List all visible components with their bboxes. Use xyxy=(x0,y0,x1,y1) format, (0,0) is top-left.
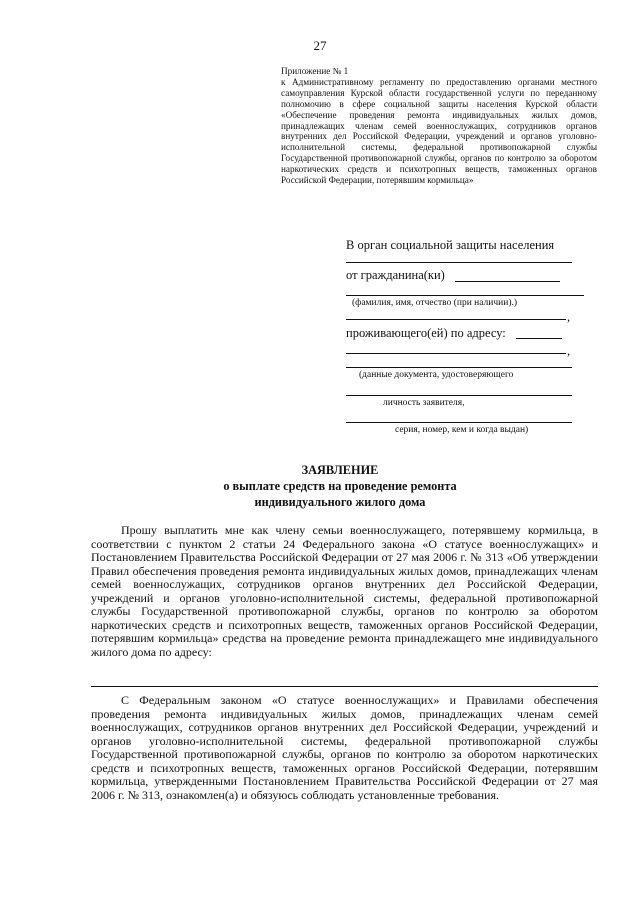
document-hint: личность заявителя, xyxy=(383,398,465,408)
recipient-label: В орган социальной защиты населения xyxy=(346,238,555,252)
heading-subtitle: о выплате средств на проведение ремонта xyxy=(223,479,457,493)
request-text: Прошу выплатить мне как члену семьи военнослужащего, потерявшему кормильца, в соответствии с пунктом 2 статьи 24 Федерального закона «О статусе военнослужащих» и Постановлением Правительства Российской Федерации от 27 мая 2006 г. № 313 «Об утверждении Правил обеспечения проведения ремонта индивидуальных жилых домов, принадлежащих членам семей военнослужащих, сотрудников органов внутренних дел Российской Федерации, учреждений и органов уголовно-исполнительной системы, федеральной противопожарной службы Государственной противопожарной службы, органов по контролю за оборотом наркотических средств и психотропных веществ, таможенных органов Российской Федерации, потерявшим кормильца» средства на проведение ремонта принадлежащего мне индивидуального жилого дома по адресу: xyxy=(91,523,598,659)
document-field[interactable] xyxy=(346,395,572,396)
request-paragraph xyxy=(91,524,598,659)
heading-subtitle: индивидуального жилого дома xyxy=(254,495,426,509)
house-address-field[interactable] xyxy=(91,686,598,687)
name-hint: (фамилия, имя, отчество (при наличии).) xyxy=(352,298,518,308)
page-number: 27 xyxy=(313,38,327,53)
residing-label: проживающего(ей) по адресу: xyxy=(346,326,506,340)
acknowledgement-text: С Федеральным законом «О статусе военнослужащих» и Правилами обеспечения проведения ремонта индивидуальных жилых домов, принадлежащих членам семей военнослужащих, сотрудников органов внутренних дел Российской Федерации, учреждений и органов уголовно-исполнительной системы, федеральной противопожарной службы Государственной противопожарной службы, органов по контролю за оборотом наркотических средств и психотропных веществ, таможенных органов Российской Федерации, потерявшим кормильца, утвержденными Постановлением Правительства Российской Федерации от 27 мая 2006 г. № 313, ознакомлен(а) и обязуюсь соблюдать установленные требования. xyxy=(91,693,598,802)
address-field-2[interactable] xyxy=(346,353,566,354)
citizen-name-field[interactable] xyxy=(455,281,560,282)
annex-text: к Административному регламенту по предоставлению органами местного самоуправления Курской области государственной услуги по переданному полномочию в сфере социальной защиты населения Курской области «Обеспечение проведения ремонта индивидуальных жилых домов, принадлежащих членам семей военнослужащих, сотрудников органов внутренних дел Российской Федерации, учреждений и органов уголовно-исполнительной системы, федеральной противопожарной службы Государственной противопожарной службы, органов по контролю за оборотом наркотических средств и психотропных веществ, таможенных органов Российской Федерации, потерявшим кормильца» xyxy=(281,76,597,186)
document-hint: (данные документа, удостоверяющего xyxy=(359,370,514,380)
address-field-3[interactable] xyxy=(346,367,572,368)
acknowledgement-paragraph xyxy=(91,694,598,802)
annex-title: Приложение № 1 xyxy=(281,66,349,76)
annex-block xyxy=(281,66,597,186)
comma: , xyxy=(567,344,571,358)
comma: , xyxy=(567,310,571,324)
citizen-extra-field[interactable] xyxy=(346,319,566,320)
document-hint: серия, номер, кем и когда выдан) xyxy=(395,425,529,435)
from-citizen-label: от гражданина(ки) xyxy=(346,268,445,282)
address-field[interactable] xyxy=(516,338,562,339)
citizen-name-field-2[interactable] xyxy=(346,295,584,296)
document-heading xyxy=(0,462,640,510)
document-field-2[interactable] xyxy=(346,422,572,423)
heading-title: ЗАЯВЛЕНИЕ xyxy=(301,463,379,477)
recipient-line xyxy=(346,262,572,263)
